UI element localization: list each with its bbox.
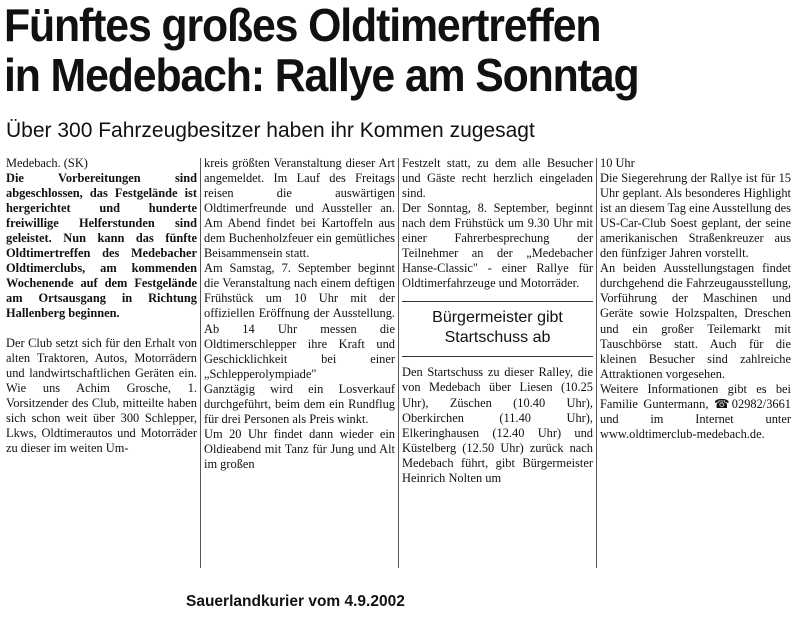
column-4 bbox=[600, 156, 791, 442]
body-paragraph: Den Startschuss zu dieser Ralley, die von Medebach über Liesen (10.25 Uhr), Züschen (10.40 Uhr), Oberkirchen (11.40 Uhr), Elkeringhausen (12.40 Uhr) und Küstelberg (12.50 Uhr) zurück nach Medebach führt, gibt Bürgermeister Heinrich Nolten um bbox=[402, 365, 593, 485]
body-paragraph: Der Club setzt sich für den Erhalt von alten Traktoren, Autos, Motorrädern und landwirtschaftlichen Geräten ein. Wie uns Achim Grosche, 1. Vorsitzender des Club, mitteilte haben sich schon weit über 300 Schlepper, Lkws, Oldtimerautos und Motorräder zu dieser im weiten Um- bbox=[6, 335, 197, 455]
column-rule bbox=[596, 158, 597, 568]
source-caption: Sauerlandkurier vom 4.9.2002 bbox=[186, 593, 405, 610]
body-paragraph: An beiden Ausstellungstagen findet durchgehend die Fahrzeugausstellung, Vorführung der Maschinen und Geräte sowie Holzspalten, Dreschen und ein großer Teilemarkt mit Tauschbörse statt. Auch für die kleinen Besucher sind zahlreiche Attraktionen vorgesehen. bbox=[600, 261, 791, 381]
section-subheading: Bürgermeister gibt Startschuss ab bbox=[402, 301, 593, 357]
subheadline: Über 300 Fahrzeugbesitzer haben ihr Kommen zugesagt bbox=[6, 119, 535, 142]
lead-paragraph: Die Vorbereitungen sind abgeschlossen, das Festgelände ist hergerichtet und hunderte freiwillige Helferstunden sind geleistet. Nun kann das fünfte Oldtimertreffen des Medebacher Oldtimerclubs, am kommenden Wochenende auf dem Festgelände am Ortsausgang in Richtung Hallenberg beginnen. bbox=[6, 171, 197, 321]
body-paragraph: 10 Uhr bbox=[600, 156, 635, 170]
column-1 bbox=[6, 156, 197, 456]
dateline: Medebach. (SK) bbox=[6, 156, 88, 170]
body-paragraph: Die Siegerehrung der Rallye ist für 15 Uhr geplant. Als besonderes Highlight ist an diesem Tag eine Ausstellung des US-Car-Club Soest geplant, der seine amerikanischen Straßenkreuzer aus den fünfziger Jahren vorstellt. bbox=[600, 171, 791, 261]
headline-line-1: Fünftes großes Oldtimertreffen bbox=[4, 0, 601, 51]
column-rule bbox=[200, 158, 201, 568]
body-paragraph: Um 20 Uhr findet dann wieder ein Oldieabend mit Tanz für Jung und Alt im großen bbox=[204, 426, 395, 471]
body-paragraph: Festzelt statt, zu dem alle Besucher und Gäste recht herzlich eingeladen sind. bbox=[402, 156, 593, 201]
headline bbox=[4, 0, 744, 100]
body-paragraph: kreis größten Veranstaltung dieser Art angemeldet. Im Lauf des Freitags reisen die auswärtigen Oldtimerfreunde und Aussteller an. Am Abend findet bei Kartoffeln aus dem Buchenholzfeuer ein gemütliches Beisammensein statt. bbox=[204, 156, 395, 261]
body-paragraph: Weitere Informationen gibt es bei Familie Guntermann, ☎02982/3661 und im Internet unter www.oldtimerclub-medebach.de. bbox=[600, 381, 791, 441]
body-paragraph: Der Sonntag, 8. September, beginnt nach dem Frühstück um 9.30 Uhr mit einer Fahrerbesprechung der Teilnehmer an der „Medebacher Hanse-Classic" - einer Rallye für Oldtimerfahrzeuge und Motorräder. bbox=[402, 201, 593, 291]
body-paragraph: Am Samstag, 7. September beginnt die Veranstaltung nach einem deftigen Frühstück um 10 Uhr mit der offiziellen Eröffnung der Ausstellung. Ab 14 Uhr messen die Oldtimerschlepper ihre Kraft und Geschicklichkeit bei einer „Schlepperolympiade" bbox=[204, 261, 395, 381]
article-columns bbox=[6, 156, 798, 576]
column-rule bbox=[398, 158, 399, 568]
column-2 bbox=[204, 156, 395, 472]
body-paragraph: Ganztägig wird ein Losverkauf durchgeführt, beim dem ein Rundflug für drei Personen als Preis winkt. bbox=[204, 381, 395, 426]
column-3 bbox=[402, 156, 593, 486]
headline-line-2: in Medebach: Rallye am Sonntag bbox=[4, 49, 639, 101]
